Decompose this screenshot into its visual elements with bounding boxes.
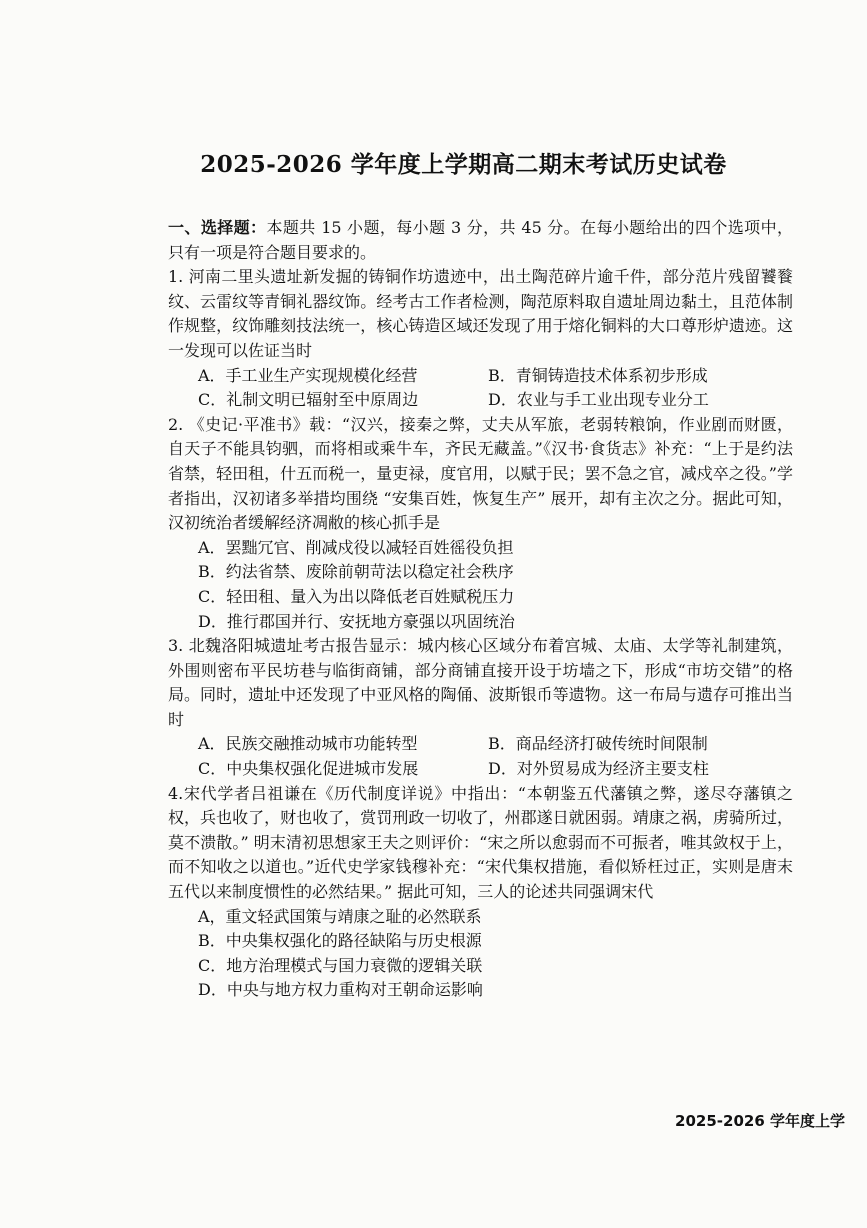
question-2 — [168, 413, 793, 634]
option-b: B．商品经济打破传统时间限制 — [488, 734, 708, 754]
option-c: C．轻田租、量入为出以降低老百姓赋税压力 — [198, 586, 515, 606]
page-title: 2025-2026 学年度上学期高二期末考试历史试卷 — [200, 151, 727, 178]
page-footer: 2025-2026 学年度上学 — [675, 1112, 845, 1130]
option-d: D．对外贸易成为经济主要支柱 — [488, 759, 709, 779]
section-instructions: 本题共 15 小题，每小题 3 分，共 45 分。在每小题给出的四个选项中，只有一项是符合题目要求的。 — [168, 218, 793, 262]
option-a: A．民族交融推动城市功能转型 — [198, 734, 418, 754]
option-b: B．中央集权强化的路径缺陷与历史根源 — [198, 931, 482, 951]
question-4 — [168, 782, 793, 1003]
question-stem: 3. 北魏洛阳城遗址考古报告显示：城内核心区域分布着宫城、太庙、太学等礼制建筑，外围则密布平民坊巷与临街商铺，部分商铺直接开设于坊墙之下，形成“市坊交错”的格局。同时，遗址中还发现了中亚风格的陶俑、波斯银币等遗物。这一布局与遗存可推出当时 — [168, 636, 793, 729]
question-stem: 4.宋代学者吕祖谦在《历代制度详说》中指出：“本朝鉴五代藩镇之弊，遂尽夺藩镇之权，兵也收了，财也收了，赏罚刑政一切收了，州郡遂日就困弱。靖康之祸，虏骑所过，莫不溃散。” 明末清初思想家王夫之则评价：“宋之所以愈弱而不可振者，唯其敛权于上，而不知收之以道也。”近代史学家钱穆补充：“宋代集权措施，看似矫枉过正，实则是唐末五代以来制度惯性的必然结果。” 据此可知，三人的论述共同强调宋代 — [168, 783, 793, 902]
option-a: A．罢黜冗官、削减戍役以减轻百姓徭役负担 — [198, 537, 514, 557]
option-b: B．约法省禁、废除前朝苛法以稳定社会秩序 — [198, 562, 514, 582]
section-lead: 一、选择题： — [168, 218, 267, 237]
option-c: C．礼制文明已辐射至中原周边 — [198, 390, 419, 410]
option-c: C．中央集权强化促进城市发展 — [198, 759, 419, 779]
question-stem: 2. 《史记·平准书》载：“汉兴，接秦之弊，丈夫从军旅，老弱转粮饷，作业剧而财匮，自天子不能具钧驷，而将相或乘牛车，齐民无藏盖。”《汉书·食货志》补充：“上于是约法省禁，轻田租，什五而税一，量吏禄，度官用，以赋于民；罢不急之官，减戍卒之役。”学者指出，汉初诸多举措均围绕 “安集百姓，恢复生产” 展开，却有主次之分。据此可知，汉初统治者缓解经济凋敝的核心抓手是 — [168, 414, 793, 533]
options — [168, 905, 793, 1003]
options — [168, 364, 793, 413]
option-d: D．推行郡国并行、安抚地方豪强以巩固统治 — [198, 611, 515, 631]
option-d: D．农业与手工业出现专业分工 — [488, 390, 709, 410]
question-stem: 1. 河南二里头遗址新发掘的铸铜作坊遗迹中，出土陶范碎片逾千件，部分范片残留饕餮纹、云雷纹等青铜礼器纹饰。经考古工作者检测，陶范原料取自遗址周边黏土，且范体制作规整，纹饰雕刻技法统一，核心铸造区域还发现了用于熔化铜料的大口尊形炉遗迹。这一发现可以佐证当时 — [168, 267, 793, 360]
question-3 — [168, 634, 793, 782]
option-a: A，重文轻武国策与靖康之耻的必然联系 — [198, 906, 482, 926]
section-heading — [168, 216, 793, 265]
option-b: B．青铜铸造技术体系初步形成 — [488, 365, 708, 385]
question-1 — [168, 265, 793, 413]
exam-body — [168, 216, 793, 1003]
option-a: A．手工业生产实现规模化经营 — [198, 365, 418, 385]
option-d: D．中央与地方权力重构对王朝命运影响 — [198, 980, 483, 1000]
options — [168, 536, 793, 634]
option-c: C．地方治理模式与国力衰微的逻辑关联 — [198, 955, 483, 975]
options — [168, 732, 793, 781]
